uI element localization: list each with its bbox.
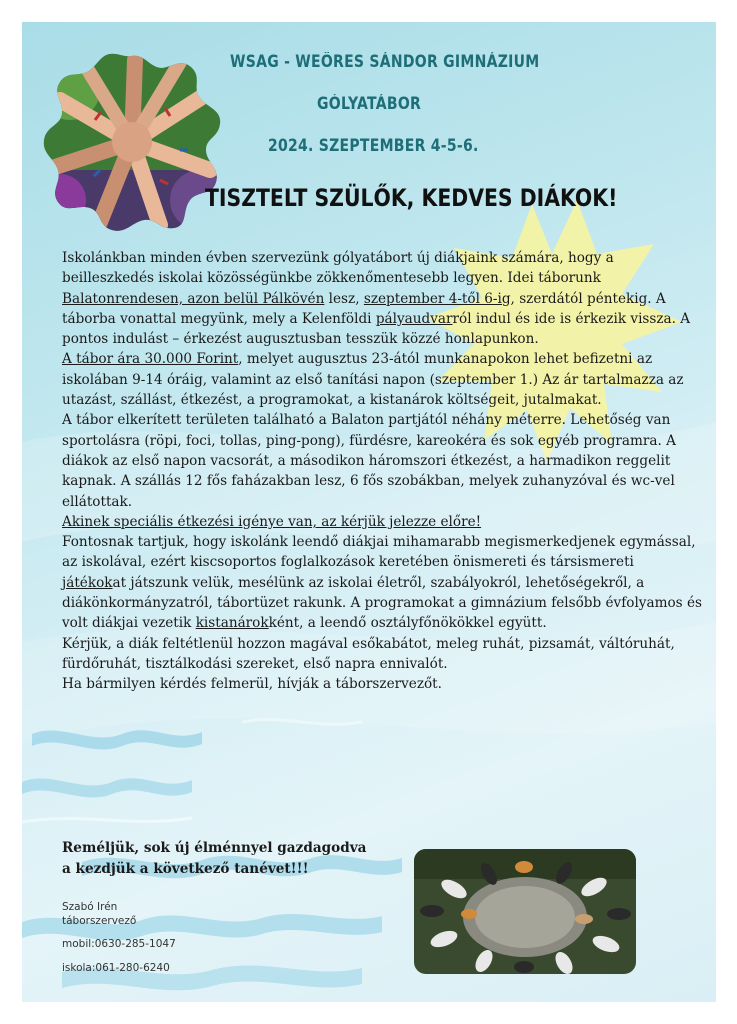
organizer-name: Szabó Irén [62, 901, 118, 913]
paragraph-diet-notice: Akinek speciális étkezési igénye van, az kérjük jelezze előre! [62, 513, 482, 530]
school-name: WSAG - WEÖRES SÁNDOR GIMNÁZIUM [230, 52, 540, 71]
paragraph-program: Fontosnak tartjuk, hogy iskolánk leendő diákjai mihamarabb megismerkedjenek egymással, az iskolával, ezért kiscsoportos foglalkozások keretében önismereti és társismereti játékokat játszunk velük, mesélünk az iskolai életről, szabályokról, lehetőségekről, a diákönkormányzatról, tábortüzet rakunk. A programokat a gimnázium felsőbb évfolyamos és volt diákjai vezetik kistanárokként, a leendő osztályfőnökökkel együtt. [62, 534, 702, 632]
paragraph-contact: Ha bármilyen kérdés felmerül, hívják a táborszervezőt. [62, 676, 442, 693]
stacked-hands-photo [40, 50, 225, 235]
paragraph-location: A tábor elkerített területen található a Balaton partjától néhány méterre. Lehetőség van sportolásra (röpi, foci, tollas, ping-pong), fürdésre, kareokéra és sok egyéb programra. A diákok az első napon vacsorát, a másodikon háromszori étkezést, a harmadikon reggelit kapnak. A szállás 12 fős faházakban lesz, 6 fős szobákban, melyek zuhanyzóval és wc-vel ellátottak. [62, 412, 676, 510]
paragraph-packing: Kérjük, a diák feltétlenül hozzon magával esőkabátot, meleg ruhát, pizsamát, váltóruhát, fürdőruhát, tisztálkodási szereket, első napra ennivalót. [62, 635, 675, 672]
mobile-number: mobil:0630-285-1047 [62, 938, 176, 950]
paragraph-intro: Iskolánkban minden évben szervezünk gólyatábort új diákjaink számára, hogy a beilleszkedés iskolai közösségünkbe zökkenőmentesebb legyen. Idei táborunk Balatonrendesen, azon belül Pálkövén lesz, szeptember 4-től 6-ig, szerdától péntekig. A táborba vonattal megyünk, mely a Kelenföldi pályaudvarról indul és ide is érkezik vissza. A pontos indulást – érkezést augusztusban tesszük közzé honlapunkon. [62, 250, 691, 348]
signature-block [62, 900, 176, 974]
event-date: 2024. SZEPTEMBER 4-5-6. [268, 136, 479, 155]
wave-shape [22, 778, 192, 797]
wave-shape [32, 730, 202, 749]
event-title: GÓLYATÁBOR [317, 94, 422, 113]
feet-circle-photo [414, 849, 636, 974]
flyer-page [22, 22, 716, 1002]
school-phone: iskola:061-280-6240 [62, 962, 170, 974]
letter-body [62, 248, 702, 695]
paragraph-price: A tábor ára 30.000 Forint, melyet augusztus 23-ától munkanapokon lehet befizetni az iskolában 9-14 óráig, valamint az első tanítási napon (szeptember 1.) Az ár tartalmazza az utazást, szállást, étkezést, a programokat, a kistanárok költségeit, jutalmakat. [62, 351, 684, 409]
closing-text: Reméljük, sok új élménnyel gazdagodva a kezdjük a következő tanévet!!! [62, 840, 367, 877]
organizer-role: táborszervező [62, 915, 137, 927]
greeting-heading: TISZTELT SZÜLŐK, KEDVES DIÁKOK! [205, 184, 618, 212]
